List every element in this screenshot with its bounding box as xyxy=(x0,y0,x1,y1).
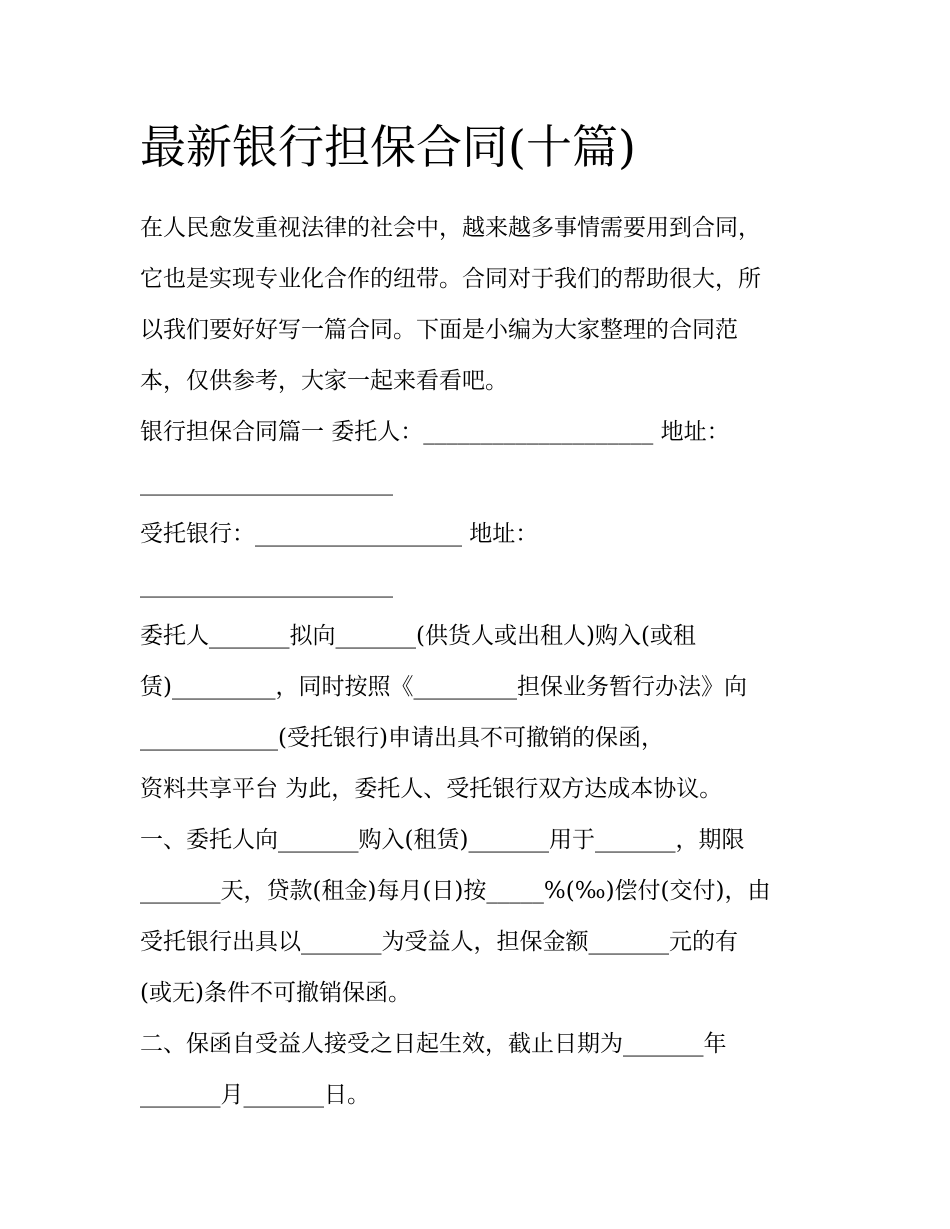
body-line-3: 以我们要好好写一篇合同。下面是小编为大家整理的合同范 xyxy=(140,317,738,343)
page-title: 最新银行担保合同(十篇) xyxy=(140,120,636,174)
blank-address-line: ______________________ xyxy=(140,470,393,496)
body-line-4: 本，仅供参考，大家一起来看看吧。 xyxy=(140,368,508,394)
clause-1-line-1: 一、委托人向_______购入(租赁)_______用于_______，期限 xyxy=(140,827,745,853)
clause-2-line-2: _______月_______日。 xyxy=(140,1082,370,1108)
bank-line: 受托银行：__________________ 地址： xyxy=(140,521,539,547)
clause-intro-line-3: ____________(受托银行)申请出具不可撤销的保函， xyxy=(140,725,664,751)
clause-intro-line-2: 赁)_________，同时按照《_________担保业务暂行办法》向 xyxy=(140,674,747,700)
blank-bank-address-line: ______________________ xyxy=(140,572,393,598)
body-line-2: 它也是实现专业化合作的纽带。合同对于我们的帮助很大，所 xyxy=(140,266,761,292)
agreement-line: 资料共享平台 为此，委托人、受托银行双方达成本协议。 xyxy=(140,776,723,802)
clause-intro-line-1: 委托人_______拟向_______(供货人或出租人)购入(或租 xyxy=(140,623,696,649)
clause-2-line-1: 二、保函自受益人接受之日起生效，截止日期为_______年 xyxy=(140,1031,727,1057)
clause-1-line-2: _______天，贷款(租金)每月(日)按_____%(‰)偿付(交付)，由 xyxy=(140,878,771,904)
clause-1-line-3: 受托银行出具以_______为受益人，担保金额_______元的有 xyxy=(140,929,738,955)
body-line-1: 在人民愈发重视法律的社会中，越来越多事情需要用到合同， xyxy=(140,215,761,241)
clause-1-line-4: (或无)条件不可撤销保函。 xyxy=(140,980,411,1006)
document-body xyxy=(140,203,820,1121)
section-1-heading-line: 银行担保合同篇一 委托人：____________________ 地址： xyxy=(140,419,730,445)
